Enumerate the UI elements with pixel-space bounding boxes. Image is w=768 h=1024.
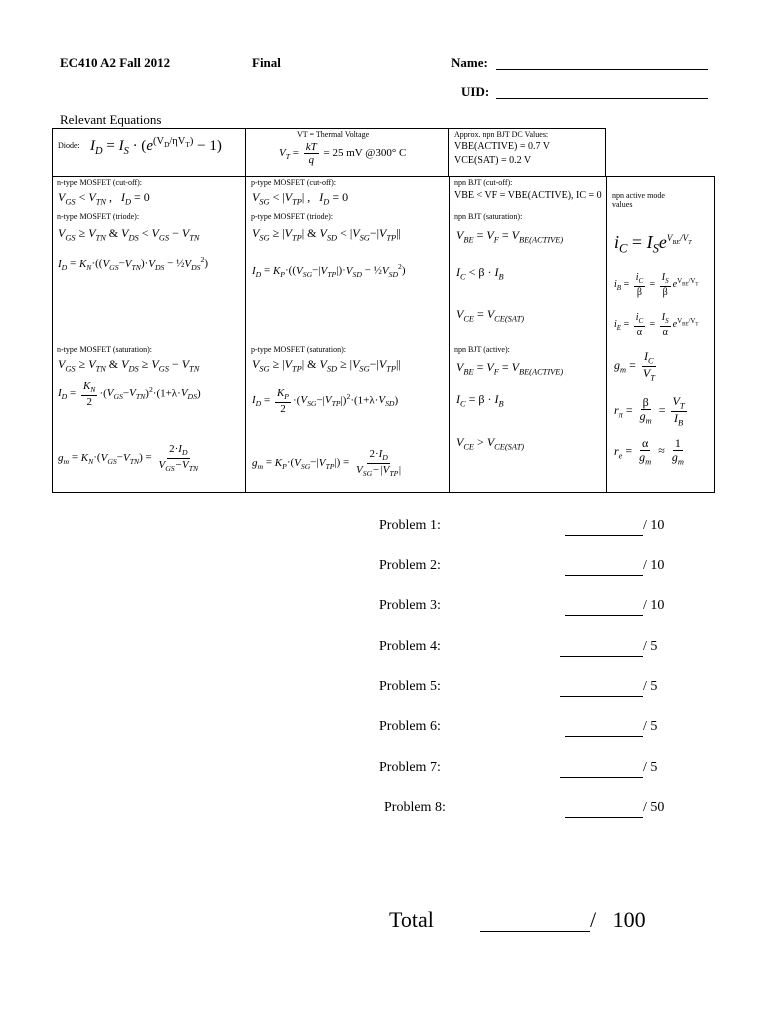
p-cutoff-eq: $V_{SG} < |V_{TP}|$ , $I_D = 0$ <box>252 190 349 207</box>
p-sat-eq: $I_D$ = $\frac{K_P}{2}$ $\cdot(V_{SG}-|V_{TP}|)^2\cdot(1+\lambda\cdot V_{SD})$ <box>252 387 399 415</box>
total-points: / 100 <box>590 907 646 932</box>
problem-points: / 5 <box>643 639 658 654</box>
uid-field[interactable] <box>496 83 708 99</box>
name-field[interactable] <box>496 54 708 70</box>
n-gm-eq: $g_m = K_N\cdot(V_{GS}-V_{TN})$ = $\frac{2\cdot I_D}{V_{GS}-V_{TN}}$ <box>58 443 199 473</box>
problem-points: / 10 <box>643 598 665 613</box>
problem-score-blank[interactable] <box>565 801 643 818</box>
problem-score-blank[interactable] <box>560 680 643 697</box>
ic-eq: $i_C = I_Se^{V_{BE}/V_T}$ <box>614 232 692 256</box>
diode-equation: $I_D = I_S \cdot (e^{(V_D/\eta V_T)} - 1)$ <box>90 136 222 157</box>
total-blank[interactable] <box>480 909 590 932</box>
n-sat-eq: $I_D$ = $\frac{K_N}{2}$ $\cdot(V_{GS}-V_{TN})^2\cdot(1+\lambda\cdot V_{DS})$ <box>58 380 201 408</box>
bjt-active-ic: $I_C = \beta \cdot I_B$ <box>456 392 504 409</box>
p-cutoff-label: p-type MOSFET (cut-off): <box>251 178 337 187</box>
active-mode-label: npn active mode values <box>612 191 665 209</box>
problem-score-blank[interactable] <box>565 559 643 576</box>
ib-eq: $i_B$ = $\frac{i_C}{\beta}$ = $\frac{I_S}{\beta}$ $e^{V_{BE}/V_T}$ <box>614 272 699 298</box>
p-triode-eq: $I_D = K_P\cdot((V_{SG}-|V_{TP}|)\cdot V_{SD}$ − $\frac{1}{2}V_{SD}^2$) <box>252 262 406 279</box>
n-triode-label: n-type MOSFET (triode): <box>57 212 140 221</box>
problem-points: / 10 <box>643 518 665 533</box>
thermal-title: VT = Thermal Voltage <box>297 130 370 139</box>
problem-score-blank[interactable] <box>560 640 643 657</box>
bjt-active-label: npn BJT (active): <box>454 345 510 354</box>
n-triode-cond: $V_{GS} \ge V_{TN}$ & $V_{DS} < V_{GS} - V_{TN}$ <box>58 226 200 243</box>
problem-points: / 50 <box>643 800 665 815</box>
p-triode-cond: $V_{SG} \ge |V_{TP}|$ & $V_{SD} < |V_{SG}-|V_{TP}||$ <box>252 226 401 243</box>
problem-points: / 5 <box>643 760 658 775</box>
thermal-equation: $V_T$ = $\frac{kT}{q}$ = 25 mV @300° C <box>279 141 407 167</box>
problem-label: Problem 3: <box>379 598 441 613</box>
p-gm-eq: $g_m = K_P\cdot(V_{SG}-|V_{TP}|)$ = $\frac{2\cdot I_D}{V_{SG}-|V_{TP}|}$ <box>252 448 402 478</box>
problem-label: Problem 5: <box>379 679 441 694</box>
vce-sat: VCE(SAT) = 0.2 V <box>454 155 532 166</box>
p-sat-label: p-type MOSFET (saturation): <box>251 345 346 354</box>
bjt-active-vbe: $V_{BE} = V_F = V_{BE(ACTIVE)}$ <box>456 360 564 377</box>
problem-label: Problem 2: <box>379 558 441 573</box>
problem-label: Problem 4: <box>379 639 441 654</box>
bjt-active-vce: $V_{CE} > V_{CE(SAT)}$ <box>456 435 525 452</box>
rpi-eq: $r_\pi$ = $\frac{\beta}{g_m}$ = $\frac{V_T}{I_B}$ <box>614 394 685 428</box>
total-label: Total <box>389 907 434 932</box>
diode-label: Diode: <box>58 141 80 150</box>
problem-score-blank[interactable] <box>560 761 643 778</box>
n-cutoff-eq: $V_{GS} < V_{TN}$ , $I_D = 0$ <box>58 190 150 207</box>
equations-title: Relevant Equations <box>60 112 162 127</box>
problem-label: Problem 7: <box>379 760 441 775</box>
problem-score-blank[interactable] <box>565 599 643 616</box>
problem-score-blank[interactable] <box>565 519 643 536</box>
bjt-sat-label: npn BJT (saturation): <box>454 212 523 221</box>
problem-score-blank[interactable] <box>565 720 643 737</box>
n-triode-eq: $I_D = K_N\cdot((V_{GS}-V_{TN})\cdot V_{DS}$ − $\frac{1}{2}V_{DS}^2$) <box>58 255 209 272</box>
n-cutoff-label: n-type MOSFET (cut-off): <box>57 178 143 187</box>
name-label: Name: <box>451 55 488 70</box>
re-eq: $r_e$ = $\frac{\alpha}{g_m}$ ≈ $\frac{1}{g_m}$ <box>614 436 684 467</box>
n-sat-cond: $V_{GS} \ge V_{TN}$ & $V_{DS} \ge V_{GS} - V_{TN}$ <box>58 357 200 374</box>
diode-cell <box>52 128 246 177</box>
problem-points: / 10 <box>643 558 665 573</box>
problem-label: Problem 8: <box>384 800 446 815</box>
bjt-dc-cell <box>449 128 606 177</box>
problem-label: Problem 6: <box>379 719 441 734</box>
uid-label: UID: <box>461 84 490 99</box>
n-sat-label: n-type MOSFET (saturation): <box>57 345 152 354</box>
bjt-dc-title: Approx. npn BJT DC Values: <box>454 130 549 139</box>
p-triode-label: p-type MOSFET (triode): <box>251 212 334 221</box>
bjt-sat-vce: $V_{CE} = V_{CE(SAT)}$ <box>456 307 525 324</box>
problem-label: Problem 1: <box>379 518 441 533</box>
bjt-sat-vbe: $V_{BE} = V_F = V_{BE(ACTIVE)}$ <box>456 228 564 245</box>
problem-points: / 5 <box>643 679 658 694</box>
bjt-sat-ic: $I_C < \beta \cdot I_B$ <box>456 265 504 282</box>
gm-eq: $g_m$ = $\frac{I_C}{V_T}$ <box>614 349 655 383</box>
ie-eq: $i_E$ = $\frac{i_C}{\alpha}$ = $\frac{I_S}{\alpha}$ $e^{V_{BE}/V_T}$ <box>614 312 699 338</box>
exam-title: Final <box>252 55 281 70</box>
thermal-cell <box>245 128 449 177</box>
problem-points: / 5 <box>643 719 658 734</box>
vbe-active: VBE(ACTIVE) = 0.7 V <box>454 141 551 152</box>
bjt-cutoff-label: npn BJT (cut-off): <box>454 178 513 187</box>
p-sat-cond: $V_{SG} \ge |V_{TP}|$ & $V_{SD} \ge |V_{SG}-|V_{TP}||$ <box>252 357 401 374</box>
bjt-cutoff-eq: VBE < VF = VBE(ACTIVE), IC = 0 <box>454 190 602 201</box>
course-title: EC410 A2 Fall 2012 <box>60 55 171 70</box>
